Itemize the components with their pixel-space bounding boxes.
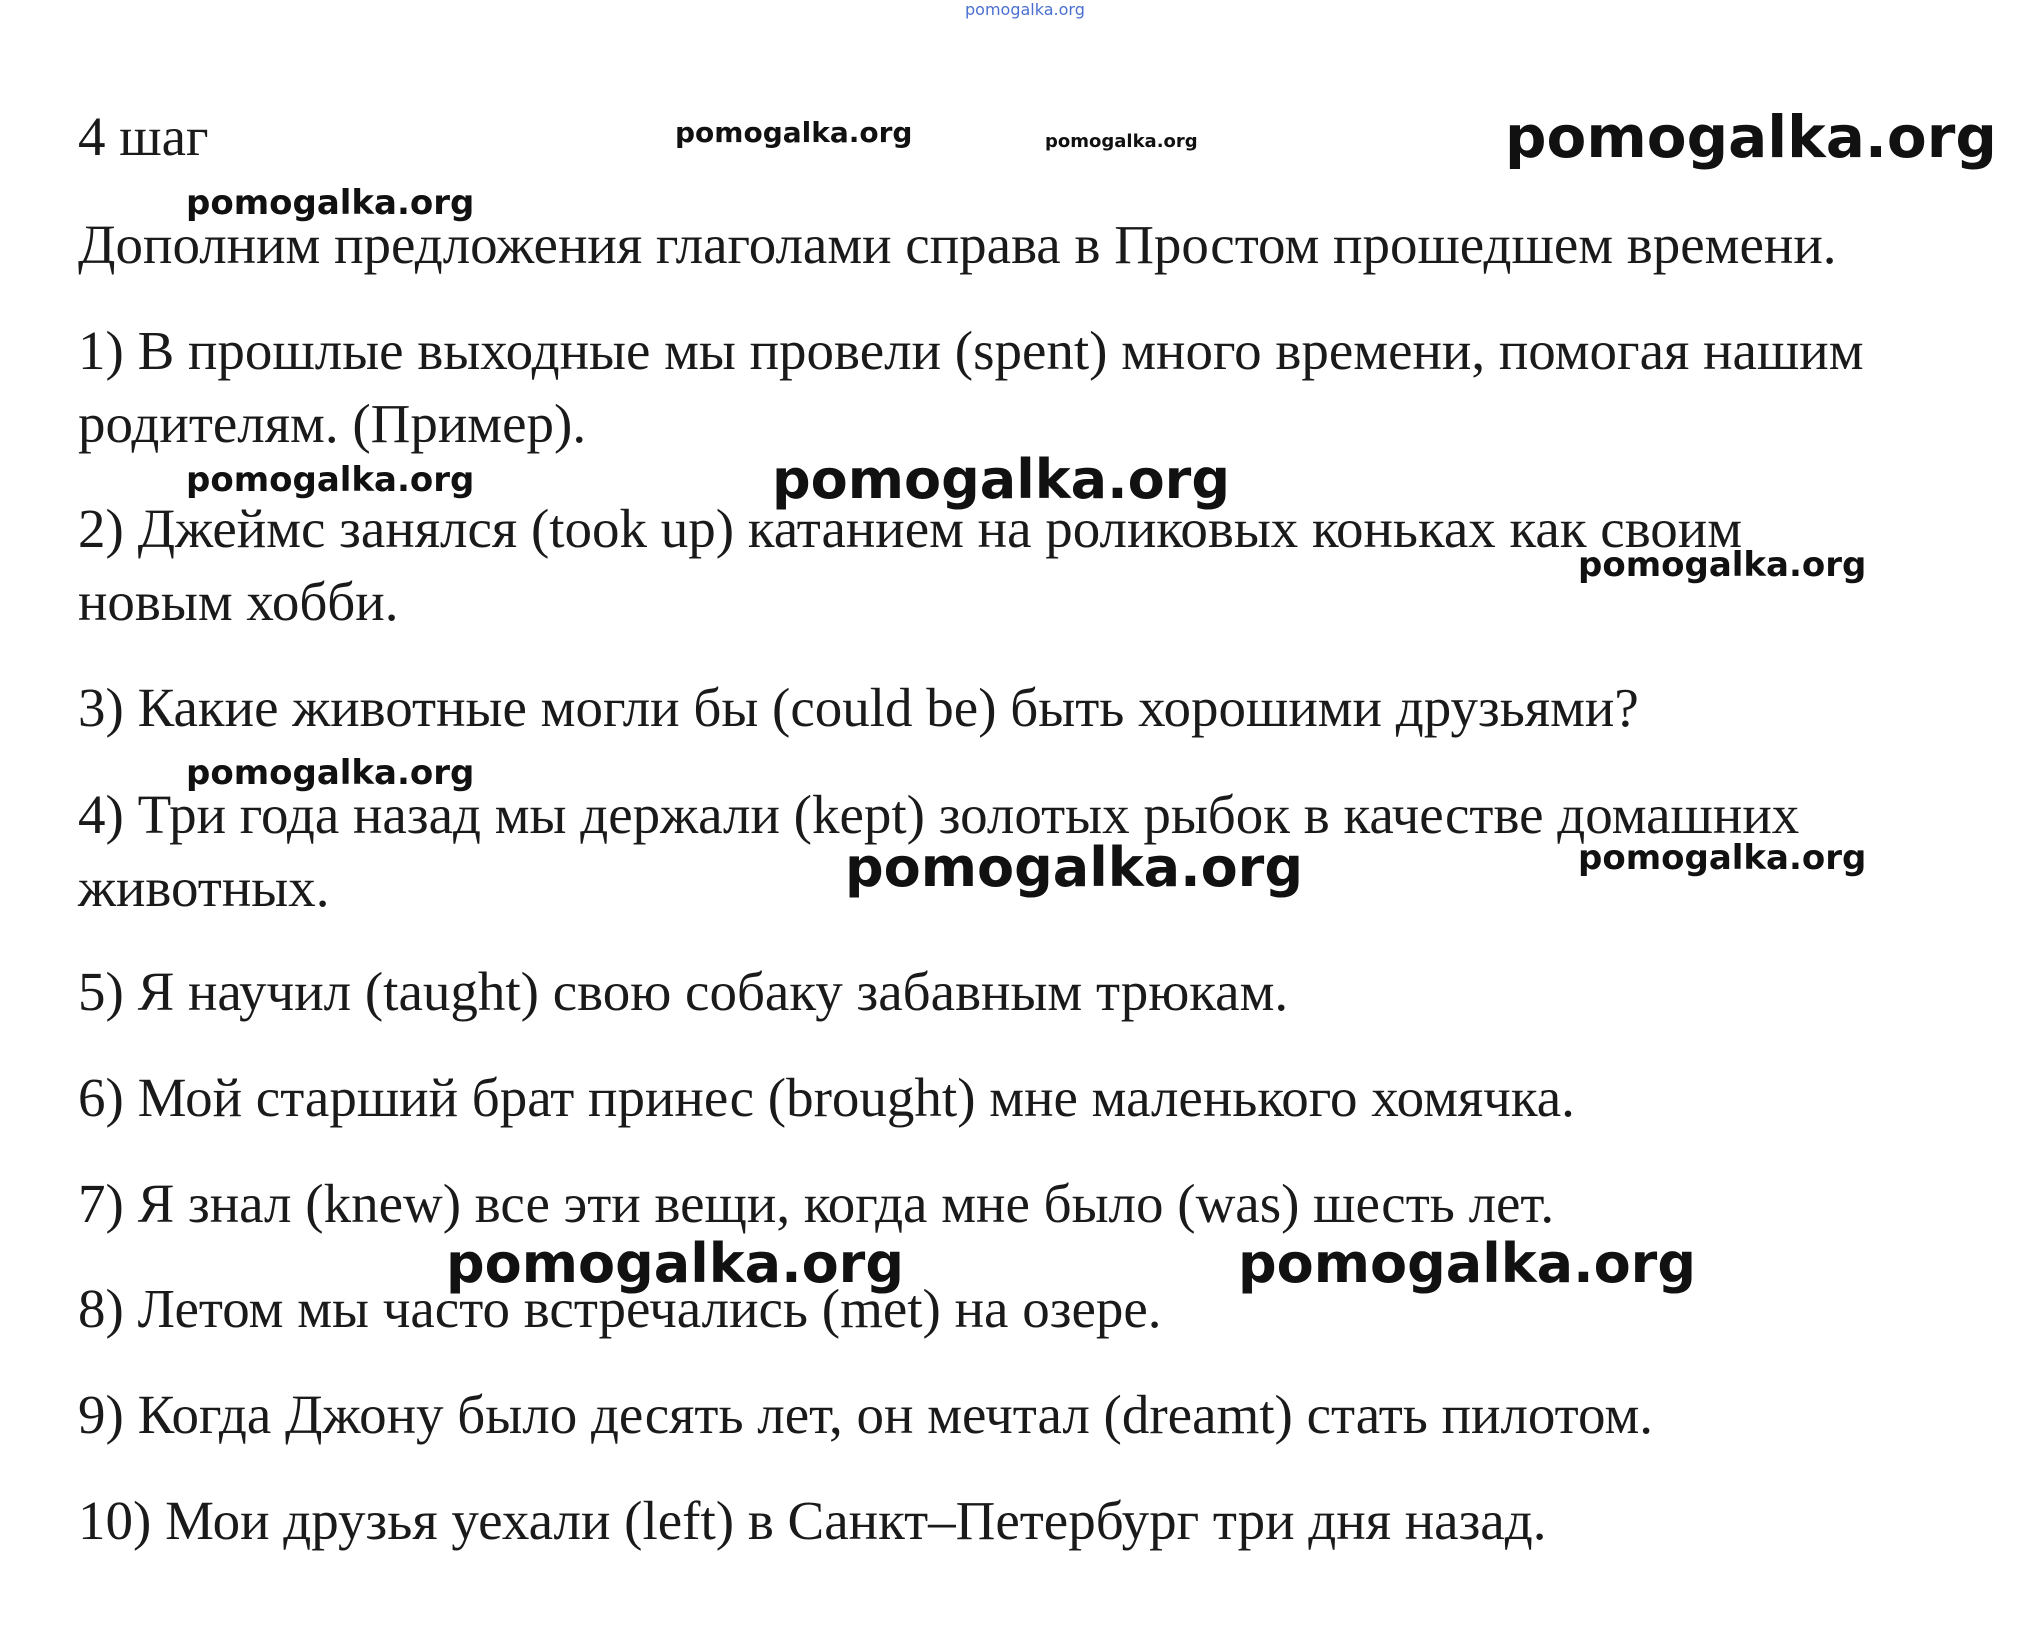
watermark: pomogalka.org	[186, 460, 475, 500]
task-instruction: Дополним предложения глаголами справа в Простом прошедшем времени.	[78, 214, 1837, 275]
watermark: pomogalka.org	[772, 448, 1230, 511]
top-watermark: pomogalka.org	[965, 0, 1085, 19]
watermark: pomogalka.org	[845, 836, 1303, 899]
list-item-1-line-1: 1) В прошлые выходные мы провели (spent) много времени, помогая нашим	[78, 320, 1864, 381]
list-item-7: 7) Я знал (knew) все эти вещи, когда мне было (was) шесть лет.	[78, 1173, 1555, 1234]
list-item-2-line-2: новым хобби.	[78, 571, 399, 632]
watermark: pomogalka.org	[186, 183, 475, 223]
watermark: pomogalka.org	[186, 753, 475, 793]
list-item-1-line-2: родителям. (Пример).	[78, 393, 587, 454]
watermark: pomogalka.org	[1045, 131, 1198, 152]
watermark: pomogalka.org	[446, 1232, 904, 1295]
list-item-10: 10) Мои друзья уехали (left) в Санкт–Петербург три дня назад.	[78, 1490, 1547, 1551]
watermark: pomogalka.org	[1505, 103, 1997, 171]
list-item-4-line-1: 4) Три года назад мы держали (kept) золотых рыбок в качестве домашних	[78, 784, 1800, 845]
watermark: pomogalka.org	[675, 116, 913, 149]
list-item-4-line-2: животных.	[78, 857, 330, 918]
watermark: pomogalka.org	[1238, 1232, 1696, 1295]
list-item-2-line-1: 2) Джеймс занялся (took up) катанием на роликовых коньках как своим	[78, 498, 1743, 559]
watermark: pomogalka.org	[1578, 545, 1867, 585]
list-item-6: 6) Мой старший брат принес (brought) мне маленького хомячка.	[78, 1067, 1575, 1128]
list-item-5: 5) Я научил (taught) свою собаку забавным трюкам.	[78, 961, 1289, 1022]
step-heading: 4 шаг	[78, 106, 209, 167]
watermark: pomogalka.org	[1578, 838, 1867, 878]
list-item-8: 8) Летом мы часто встречались (met) на озере.	[78, 1278, 1162, 1339]
list-item-3: 3) Какие животные могли бы (could be) быть хорошими друзьями?	[78, 677, 1639, 738]
list-item-9: 9) Когда Джону было десять лет, он мечтал (dreamt) стать пилотом.	[78, 1384, 1653, 1445]
